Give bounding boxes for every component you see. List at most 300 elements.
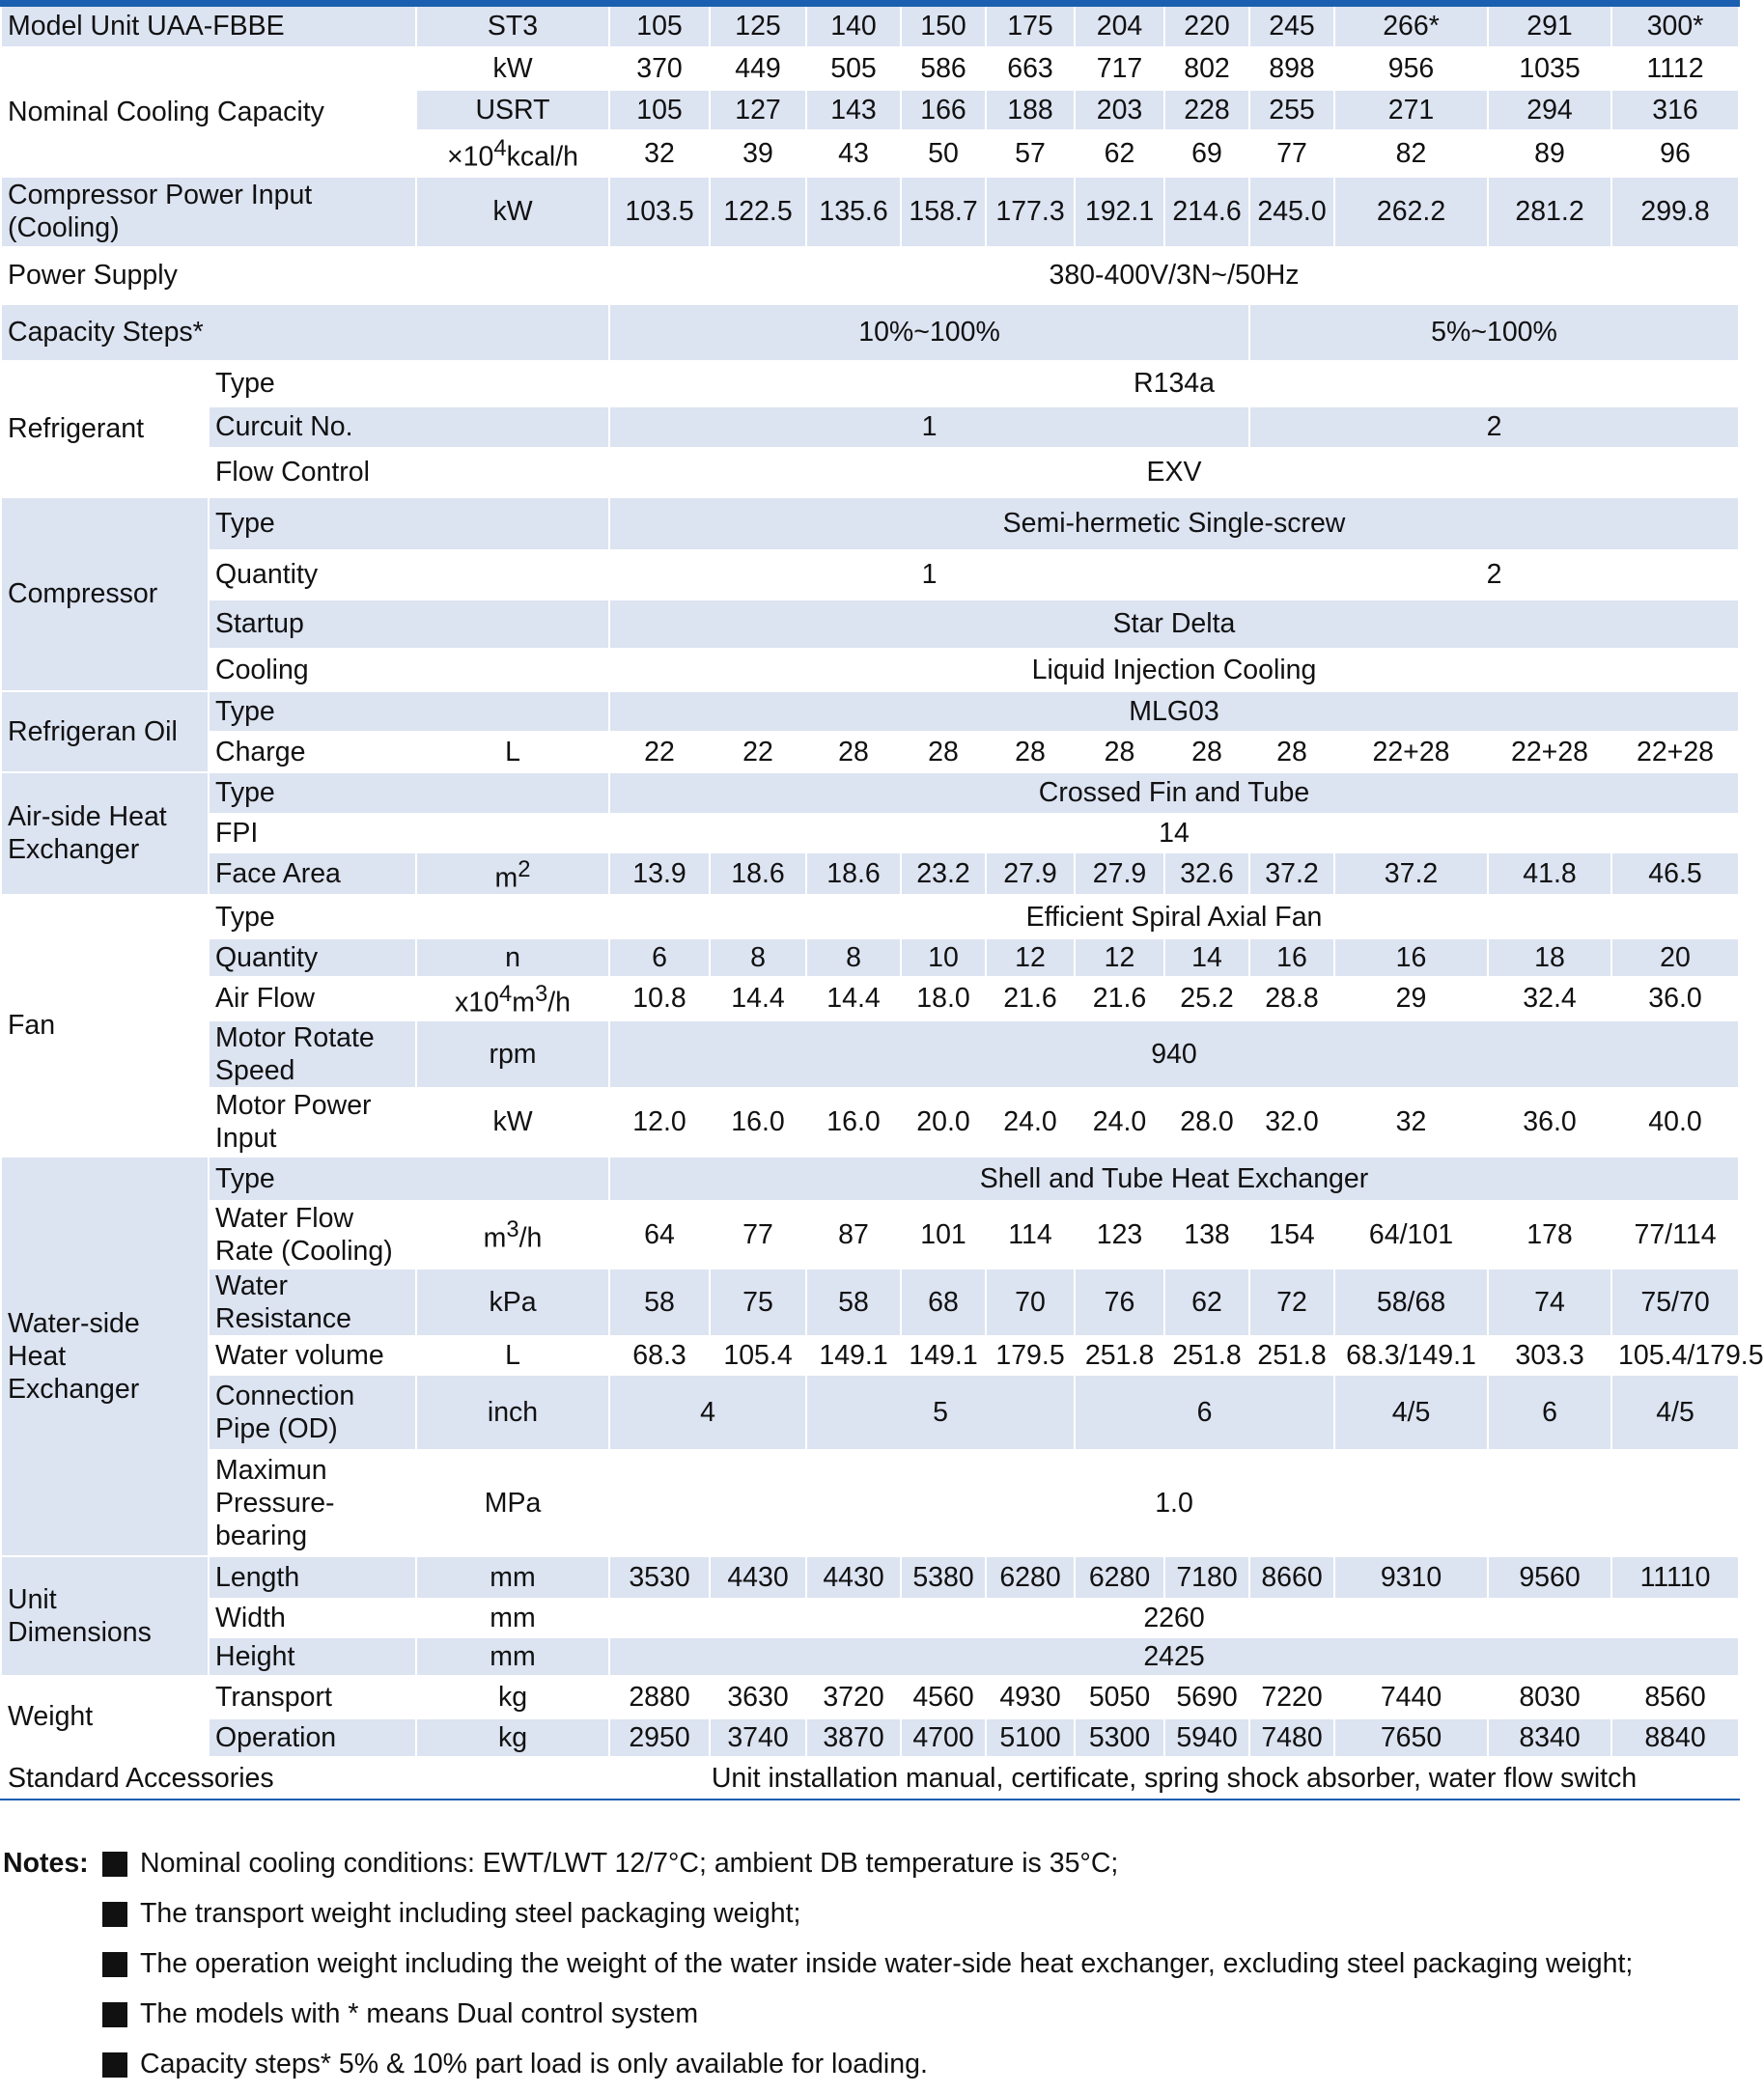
oil-label: Refrigeran Oil <box>1 691 209 772</box>
value-cell: 4560 <box>901 1676 986 1718</box>
sub-label: Type <box>209 772 609 814</box>
unit-exponent: 3 <box>534 981 548 1007</box>
note-text: The operation weight including the weight of the water inside water-side heat exchanger, excluding steel packaging weight; <box>140 1948 1634 1979</box>
unit-base: m <box>494 862 518 893</box>
label-line: bearing <box>215 1520 308 1551</box>
sub-label: Flow Control <box>209 448 609 497</box>
value-cell: 158.7 <box>901 177 986 247</box>
fan-label: Fan <box>1 895 209 1157</box>
value-cell: 36.0 <box>1611 977 1739 1020</box>
weight-label: Weight <box>1 1676 209 1757</box>
value-cell: 32.4 <box>1488 977 1611 1020</box>
sub-label: Charge <box>209 732 416 772</box>
label-line: Air-side Heat <box>8 801 167 833</box>
water-flow-row <box>1 1201 1739 1269</box>
value-cell: 20.0 <box>901 1088 986 1157</box>
unit-cell <box>416 130 609 177</box>
water-hx-type-value: Shell and Tube Heat Exchanger <box>609 1157 1739 1201</box>
value-cell: 16.0 <box>710 1088 806 1157</box>
value-cell: 271 <box>1334 90 1488 130</box>
connection-pipe-row <box>1 1375 1739 1450</box>
air-hx-label <box>1 772 209 896</box>
value-cell: 50 <box>901 130 986 177</box>
flow-control-value: EXV <box>609 448 1739 497</box>
value-cell: 316 <box>1611 90 1739 130</box>
unit-cell: MPa <box>416 1450 609 1556</box>
value-cell: 24.0 <box>986 1088 1075 1157</box>
value-cell: 8 <box>710 938 806 977</box>
sub-label <box>209 1020 416 1088</box>
unit-cell: mm <box>416 1556 609 1599</box>
model-cell: 150 <box>901 4 986 47</box>
value-cell: 2880 <box>609 1676 710 1718</box>
note-item <box>0 1842 1738 1892</box>
value-cell: 8 <box>806 938 901 977</box>
value-cell: 37.2 <box>1249 852 1334 896</box>
unit-cell: L <box>416 1336 609 1375</box>
square-bullet-icon <box>102 2052 127 2078</box>
value-cell: 41.8 <box>1488 852 1611 896</box>
model-cell: 266* <box>1334 4 1488 47</box>
value-cell: 28.8 <box>1249 977 1334 1020</box>
model-cell: 204 <box>1075 4 1164 47</box>
transport-weight-row <box>1 1676 1739 1718</box>
value-cell: 22 <box>710 732 806 772</box>
value-cell: 58/68 <box>1334 1269 1488 1336</box>
value-cell: 6280 <box>986 1556 1075 1599</box>
note-item <box>0 1892 1738 1942</box>
sub-label <box>209 1201 416 1269</box>
square-bullet-icon <box>102 1852 127 1877</box>
fpi-value: 14 <box>609 814 1739 852</box>
value-cell: 3530 <box>609 1556 710 1599</box>
value-cell: 114 <box>986 1201 1075 1269</box>
model-cell: 125 <box>710 4 806 47</box>
value-cell: 449 <box>710 47 806 90</box>
value-cell: 8840 <box>1611 1718 1739 1757</box>
value-cell: 149.1 <box>901 1336 986 1375</box>
water-volume-row <box>1 1336 1739 1375</box>
unit-cell <box>416 852 609 896</box>
sub-label <box>209 1269 416 1336</box>
value-cell: 663 <box>986 47 1075 90</box>
model-cell: 105 <box>609 4 710 47</box>
water-hx-type-row <box>1 1157 1739 1201</box>
unit-cell: n <box>416 938 609 977</box>
fan-speed-row <box>1 1020 1739 1088</box>
value-cell: 299.8 <box>1611 177 1739 247</box>
value-cell: 228 <box>1164 90 1249 130</box>
oil-type-row <box>1 691 1739 732</box>
unit-cell: kPa <box>416 1269 609 1336</box>
value-cell: 4 <box>609 1375 806 1450</box>
value-cell: 251.8 <box>1075 1336 1164 1375</box>
value-cell: 70 <box>986 1269 1075 1336</box>
note-item <box>0 1942 1738 1993</box>
value-cell: 5 <box>806 1375 1075 1450</box>
sub-label: Height <box>209 1637 416 1676</box>
value-cell: 29 <box>1334 977 1488 1020</box>
value-cell: 8340 <box>1488 1718 1611 1757</box>
sub-label <box>209 1450 416 1556</box>
value-cell: 74 <box>1488 1269 1611 1336</box>
unit-suffix: kcal/h <box>506 141 579 173</box>
value-cell: 370 <box>609 47 710 90</box>
unit-cell: mm <box>416 1599 609 1637</box>
width-row <box>1 1599 1739 1637</box>
value-cell: 22+28 <box>1334 732 1488 772</box>
value-cell: 7180 <box>1164 1556 1249 1599</box>
value-cell: 46.5 <box>1611 852 1739 896</box>
unit-exponent: 3 <box>506 1216 519 1243</box>
value-cell: 101 <box>901 1201 986 1269</box>
value-cell: 1112 <box>1611 47 1739 90</box>
value-cell: 14.4 <box>710 977 806 1020</box>
value-cell: 103.5 <box>609 177 710 247</box>
value-cell: 32 <box>1334 1088 1488 1157</box>
value-cell: 62 <box>1164 1269 1249 1336</box>
value-cell: 251.8 <box>1249 1336 1334 1375</box>
value-cell: 64 <box>609 1201 710 1269</box>
compressor-power-label <box>1 177 416 247</box>
sub-label: Face Area <box>209 852 416 896</box>
value-cell: 64/101 <box>1334 1201 1488 1269</box>
label-line: Connection <box>215 1380 355 1411</box>
air-hx-type-row <box>1 772 1739 814</box>
value-cell: 3740 <box>710 1718 806 1757</box>
label-line: Pipe (OD) <box>215 1412 338 1444</box>
compressor-qty-a: 1 <box>609 550 1249 600</box>
sub-label: Width <box>209 1599 416 1637</box>
capacity-steps-value-b: 5%~100% <box>1249 304 1739 361</box>
unit-cell: kg <box>416 1718 609 1757</box>
model-cell: 140 <box>806 4 901 47</box>
value-cell: 16 <box>1249 938 1334 977</box>
value-cell: 18.6 <box>806 852 901 896</box>
value-cell: 68.3 <box>609 1336 710 1375</box>
circuit-value-b: 2 <box>1249 406 1739 448</box>
value-cell: 6280 <box>1075 1556 1164 1599</box>
compressor-qty-row <box>1 550 1739 600</box>
value-cell: 27.9 <box>986 852 1075 896</box>
startup-value: Star Delta <box>609 600 1739 649</box>
model-cell: 220 <box>1164 4 1249 47</box>
value-cell: 28 <box>901 732 986 772</box>
sub-label: Type <box>209 895 609 938</box>
label-line: Speed <box>215 1054 295 1086</box>
value-cell: 251.8 <box>1164 1336 1249 1375</box>
value-cell: 4/5 <box>1334 1375 1488 1450</box>
compressor-startup-row <box>1 600 1739 649</box>
unit-prefix: ×10 <box>447 141 494 173</box>
header-unit: ST3 <box>416 4 609 47</box>
refrigerant-flow-row <box>1 448 1739 497</box>
circuit-value-a: 1 <box>609 406 1249 448</box>
max-pressure-row <box>1 1450 1739 1556</box>
sub-label: Type <box>209 691 609 732</box>
note-item <box>0 2043 1738 2093</box>
oil-charge-row <box>1 732 1739 772</box>
sub-label: FPI <box>209 814 609 852</box>
power-supply-row <box>1 247 1739 304</box>
value-cell: 5380 <box>901 1556 986 1599</box>
value-cell: 58 <box>609 1269 710 1336</box>
value-cell: 43 <box>806 130 901 177</box>
refrigerant-type-value: R134a <box>609 361 1739 406</box>
refrigerant-circuit-row <box>1 406 1739 448</box>
value-cell: 22+28 <box>1611 732 1739 772</box>
value-cell: 10.8 <box>609 977 710 1020</box>
sub-label: Quantity <box>209 938 416 977</box>
label-line: Heat <box>8 1340 67 1372</box>
compressor-qty-b: 2 <box>1249 550 1739 600</box>
refrigerant-type-row <box>1 361 1739 406</box>
air-hx-type-value: Crossed Fin and Tube <box>609 772 1739 814</box>
fan-qty-row <box>1 938 1739 977</box>
note-text: Capacity steps* 5% & 10% part load is only available for loading. <box>140 2049 928 2079</box>
unit-cell <box>416 1201 609 1269</box>
value-cell: 96 <box>1611 130 1739 177</box>
fan-type-value: Efficient Spiral Axial Fan <box>609 895 1739 938</box>
value-cell: 7440 <box>1334 1676 1488 1718</box>
value-cell: 72 <box>1249 1269 1334 1336</box>
value-cell: 5940 <box>1164 1718 1249 1757</box>
compressor-cooling-row <box>1 649 1739 691</box>
value-cell: 89 <box>1488 130 1611 177</box>
value-cell: 5100 <box>986 1718 1075 1757</box>
operation-weight-row <box>1 1718 1739 1757</box>
value-cell: 12.0 <box>609 1088 710 1157</box>
value-cell: 22 <box>609 732 710 772</box>
value-cell: 135.6 <box>806 177 901 247</box>
value-cell: 6 <box>1075 1375 1334 1450</box>
model-cell: 175 <box>986 4 1075 47</box>
value-cell: 87 <box>806 1201 901 1269</box>
value-cell: 16 <box>1334 938 1488 977</box>
value-cell: 6 <box>609 938 710 977</box>
sub-label <box>209 1375 416 1450</box>
value-cell: 58 <box>806 1269 901 1336</box>
value-cell: 123 <box>1075 1201 1164 1269</box>
label-line: Water Flow <box>215 1202 354 1234</box>
air-hx-face-row <box>1 852 1739 896</box>
value-cell: 28 <box>1164 732 1249 772</box>
pressure-value: 1.0 <box>609 1450 1739 1556</box>
note-text: Nominal cooling conditions: EWT/LWT 12/7°C; ambient DB temperature is 35°C; <box>140 1848 1119 1879</box>
value-cell: 75/70 <box>1611 1269 1739 1336</box>
unit-exponent: 2 <box>518 855 531 882</box>
air-hx-fpi-row <box>1 814 1739 852</box>
value-cell: 24.0 <box>1075 1088 1164 1157</box>
value-cell: 3870 <box>806 1718 901 1757</box>
unit-base: m <box>483 1222 507 1254</box>
label-line: (Cooling) <box>8 212 120 243</box>
label-line: Pressure- <box>215 1487 335 1519</box>
value-cell: 7220 <box>1249 1676 1334 1718</box>
value-cell: 9560 <box>1488 1556 1611 1599</box>
power-supply-value: 380-400V/3N~/50Hz <box>609 247 1739 304</box>
model-cell: 245 <box>1249 4 1334 47</box>
unit-cell <box>416 977 609 1020</box>
label-line: Water-side <box>8 1307 140 1339</box>
value-cell: 3630 <box>710 1676 806 1718</box>
water-hx-label <box>1 1157 209 1556</box>
value-cell: 4430 <box>710 1556 806 1599</box>
label-line: Rate (Cooling) <box>215 1235 393 1267</box>
capacity-steps-label: Capacity Steps* <box>1 304 609 361</box>
value-cell: 11110 <box>1611 1556 1739 1599</box>
sub-label: Air Flow <box>209 977 416 1020</box>
model-label: Model Unit UAA-FBBE <box>1 4 416 47</box>
sub-label: Operation <box>209 1718 416 1757</box>
value-cell: 22+28 <box>1488 732 1611 772</box>
sub-label: Transport <box>209 1676 416 1718</box>
value-cell: 7480 <box>1249 1718 1334 1757</box>
value-cell: 127 <box>710 90 806 130</box>
value-cell: 20 <box>1611 938 1739 977</box>
value-cell: 75 <box>710 1269 806 1336</box>
fan-airflow-row <box>1 977 1739 1020</box>
refrigerant-label: Refrigerant <box>1 361 209 497</box>
value-cell: 40.0 <box>1611 1088 1739 1157</box>
compressor-type-row <box>1 497 1739 550</box>
value-cell: 281.2 <box>1488 177 1611 247</box>
compressor-type-value: Semi-hermetic Single-screw <box>609 497 1739 550</box>
compressor-label: Compressor <box>1 497 209 691</box>
value-cell: 4700 <box>901 1718 986 1757</box>
value-cell: 10 <box>901 938 986 977</box>
unit-suffix: /h <box>518 1222 543 1254</box>
value-cell: 1035 <box>1488 47 1611 90</box>
water-resistance-row <box>1 1269 1739 1336</box>
sub-label: Type <box>209 1157 609 1201</box>
value-cell: 149.1 <box>806 1336 901 1375</box>
square-bullet-icon <box>102 1902 127 1927</box>
value-cell: 28 <box>806 732 901 772</box>
notes-section <box>0 1842 1738 2093</box>
value-cell: 12 <box>1075 938 1164 977</box>
value-cell: 28 <box>986 732 1075 772</box>
height-value: 2425 <box>609 1637 1739 1676</box>
unit-part: /h <box>547 987 571 1019</box>
sub-label: Quantity <box>209 550 609 600</box>
value-cell: 5050 <box>1075 1676 1164 1718</box>
accessories-row <box>1 1757 1739 1800</box>
cooling-capacity-label: Nominal Cooling Capacity <box>1 47 416 177</box>
value-cell: 9310 <box>1334 1556 1488 1599</box>
label-line: Water <box>215 1270 288 1301</box>
label-line: Motor Rotate <box>215 1021 375 1053</box>
value-cell: 8030 <box>1488 1676 1611 1718</box>
value-cell: 154 <box>1249 1201 1334 1269</box>
value-cell: 294 <box>1488 90 1611 130</box>
fan-power-row <box>1 1088 1739 1157</box>
capacity-steps-row <box>1 304 1739 361</box>
unit-exponent: 4 <box>493 135 507 162</box>
value-cell: 255 <box>1249 90 1334 130</box>
value-cell: 37.2 <box>1334 852 1488 896</box>
sub-label: Type <box>209 361 609 406</box>
capacity-steps-value-a: 10%~100% <box>609 304 1249 361</box>
value-cell: 192.1 <box>1075 177 1164 247</box>
dimensions-label <box>1 1556 209 1676</box>
power-supply-label: Power Supply <box>1 247 609 304</box>
unit-exponent: 4 <box>499 981 513 1007</box>
header-row <box>1 4 1739 47</box>
value-cell: 179.5 <box>986 1336 1075 1375</box>
unit-cell: kW <box>416 177 609 247</box>
label-line: Motor Power <box>215 1090 372 1121</box>
value-cell: 262.2 <box>1334 177 1488 247</box>
speed-value: 940 <box>609 1020 1739 1088</box>
value-cell: 12 <box>986 938 1075 977</box>
value-cell: 105.4/179.5 <box>1611 1336 1739 1375</box>
label-line: Exchanger <box>8 1373 140 1405</box>
value-cell: 32 <box>609 130 710 177</box>
value-cell: 4/5 <box>1611 1375 1739 1450</box>
value-cell: 14.4 <box>806 977 901 1020</box>
value-cell: 57 <box>986 130 1075 177</box>
value-cell: 25.2 <box>1164 977 1249 1020</box>
unit-cell: L <box>416 732 609 772</box>
unit-part: x10 <box>455 987 499 1019</box>
accessories-value: Unit installation manual, certificate, spring shock absorber, water flow switch <box>609 1757 1739 1800</box>
value-cell: 4930 <box>986 1676 1075 1718</box>
value-cell: 77 <box>710 1201 806 1269</box>
value-cell: 177.3 <box>986 177 1075 247</box>
sub-label: Type <box>209 497 609 550</box>
compressor-power-row <box>1 177 1739 247</box>
unit-part: m <box>512 987 535 1019</box>
value-cell: 2950 <box>609 1718 710 1757</box>
unit-cell: kW <box>416 1088 609 1157</box>
value-cell: 68 <box>901 1269 986 1336</box>
value-cell: 105 <box>609 90 710 130</box>
value-cell: 23.2 <box>901 852 986 896</box>
oil-type-value: MLG03 <box>609 691 1739 732</box>
value-cell: 203 <box>1075 90 1164 130</box>
value-cell: 6 <box>1488 1375 1611 1450</box>
unit-cell: rpm <box>416 1020 609 1088</box>
square-bullet-icon <box>102 2002 127 2027</box>
width-value: 2260 <box>609 1599 1739 1637</box>
value-cell: 13.9 <box>609 852 710 896</box>
value-cell: 143 <box>806 90 901 130</box>
value-cell: 21.6 <box>1075 977 1164 1020</box>
value-cell: 7650 <box>1334 1718 1488 1757</box>
value-cell: 76 <box>1075 1269 1164 1336</box>
cooling-capacity-kw-row <box>1 47 1739 90</box>
value-cell: 27.9 <box>1075 852 1164 896</box>
unit-cell: mm <box>416 1637 609 1676</box>
value-cell: 4430 <box>806 1556 901 1599</box>
value-cell: 21.6 <box>986 977 1075 1020</box>
value-cell: 39 <box>710 130 806 177</box>
value-cell: 717 <box>1075 47 1164 90</box>
height-row <box>1 1637 1739 1676</box>
fan-type-row <box>1 895 1739 938</box>
value-cell: 77/114 <box>1611 1201 1739 1269</box>
value-cell: 3720 <box>806 1676 901 1718</box>
sub-label: Cooling <box>209 649 609 691</box>
value-cell: 303.3 <box>1488 1336 1611 1375</box>
sub-label <box>209 1088 416 1157</box>
cooling-method-value: Liquid Injection Cooling <box>609 649 1739 691</box>
value-cell: 105.4 <box>710 1336 806 1375</box>
label-line: Input <box>215 1123 277 1154</box>
value-cell: 802 <box>1164 47 1249 90</box>
value-cell: 16.0 <box>806 1088 901 1157</box>
